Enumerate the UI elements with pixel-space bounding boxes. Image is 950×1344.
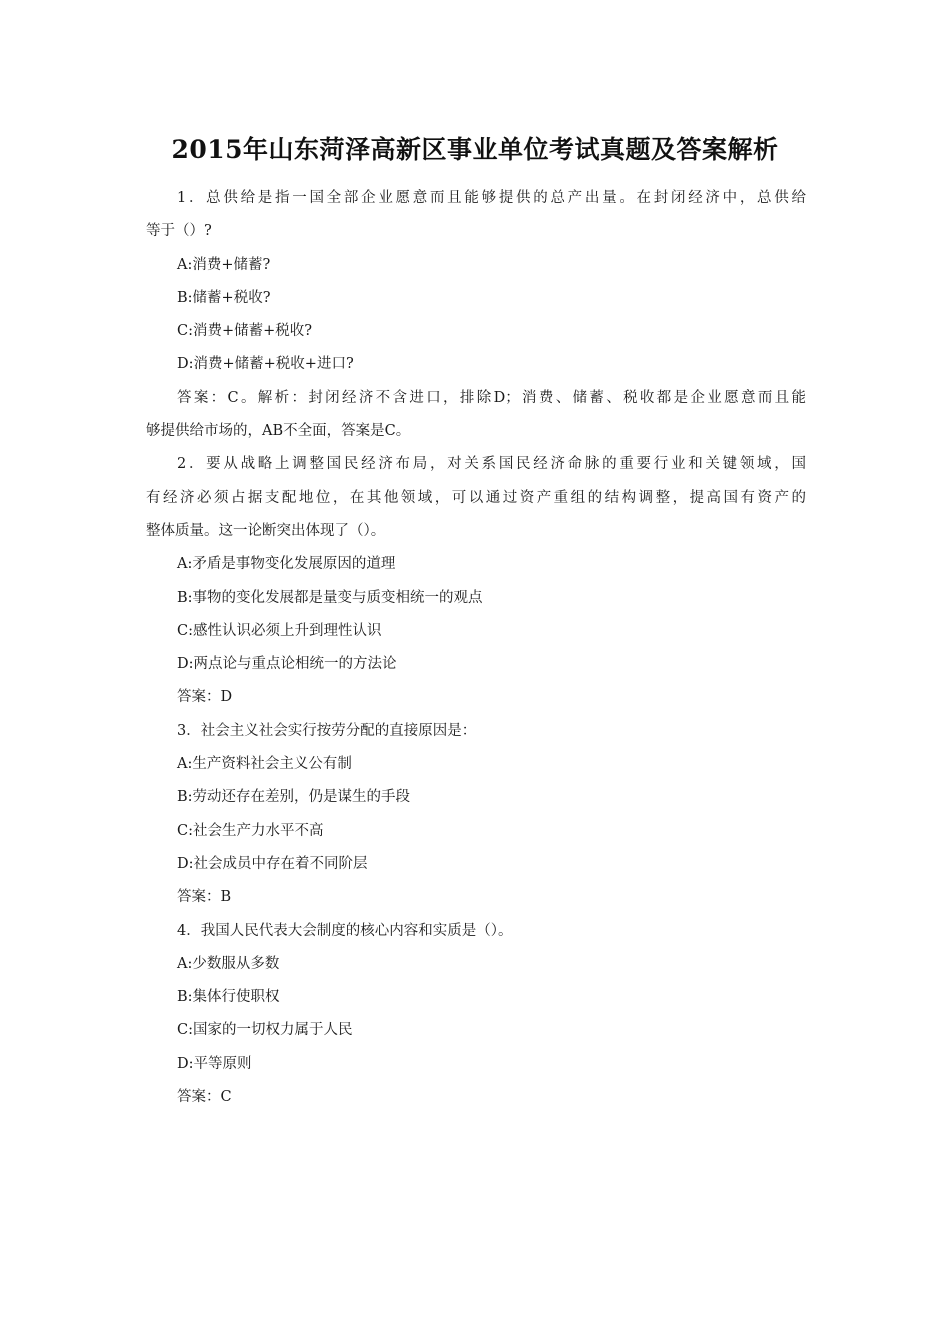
q2-text-line-1: 2．要从战略上调整国民经济布局，对关系国民经济命脉的重要行业和关键领域，国: [177, 456, 806, 473]
q1-text-line-2: 等于（）?: [146, 223, 212, 240]
q2-text-line-3: 整体质量。这一论断突出体现了（）。: [146, 522, 386, 539]
q4-option-b: B:集体行使职权: [177, 989, 280, 1006]
q4-text: 4．我国人民代表大会制度的核心内容和实质是（）。: [177, 922, 513, 939]
q2-option-c: C:感性认识必须上升到理性认识: [177, 622, 382, 639]
q2-option-a: A:矛盾是事物变化发展原因的道理: [177, 556, 396, 573]
q4-option-c: C:国家的一切权力属于人民: [177, 1022, 353, 1039]
q2-text-line-2: 有经济必须占据支配地位，在其他领域，可以通过资产重组的结构调整，提高国有资产的: [146, 489, 806, 506]
q1-option-d: D:消费+储蓄+税收+进口?: [177, 356, 354, 373]
q2-option-b: B:事物的变化发展都是量变与质变相统一的观点: [177, 589, 483, 606]
q1-answer-line-1: 答案：C。解析：封闭经济不含进口，排除D；消费、储蓄、税收都是企业愿意而且能: [177, 389, 806, 406]
q4-option-a: A:少数服从多数: [177, 955, 280, 972]
q3-text: 3．社会主义社会实行按劳分配的直接原因是：: [177, 722, 477, 739]
q3-answer: 答案：B: [177, 889, 232, 906]
q1-option-a: A:消费+储蓄?: [177, 256, 271, 273]
q3-option-b: B:劳动还存在差别，仍是谋生的手段: [177, 789, 411, 806]
q1-option-b: B:储蓄+税收?: [177, 289, 271, 306]
q1-option-c: C:消费+储蓄+税收?: [177, 323, 313, 340]
q2-option-d: D:两点论与重点论相统一的方法论: [177, 656, 397, 673]
q4-option-d: D:平等原则: [177, 1055, 252, 1072]
q3-option-c: C:社会生产力水平不高: [177, 822, 324, 839]
q3-option-a: A:生产资料社会主义公有制: [177, 756, 352, 773]
q3-option-d: D:社会成员中存在着不同阶层: [177, 855, 368, 872]
q4-answer: 答案：C: [177, 1089, 232, 1106]
document-body: [146, 182, 806, 1114]
q2-answer: 答案：D: [177, 689, 233, 706]
q1-text-line-1: 1．总供给是指一国全部企业愿意而且能够提供的总产出量。在封闭经济中，总供给: [177, 190, 806, 206]
q1-answer-line-2: 够提供给市场的，AB不全面，答案是C。: [146, 423, 411, 440]
document-title: 2015年山东菏泽高新区事业单位考试真题及答案解析: [171, 135, 779, 164]
